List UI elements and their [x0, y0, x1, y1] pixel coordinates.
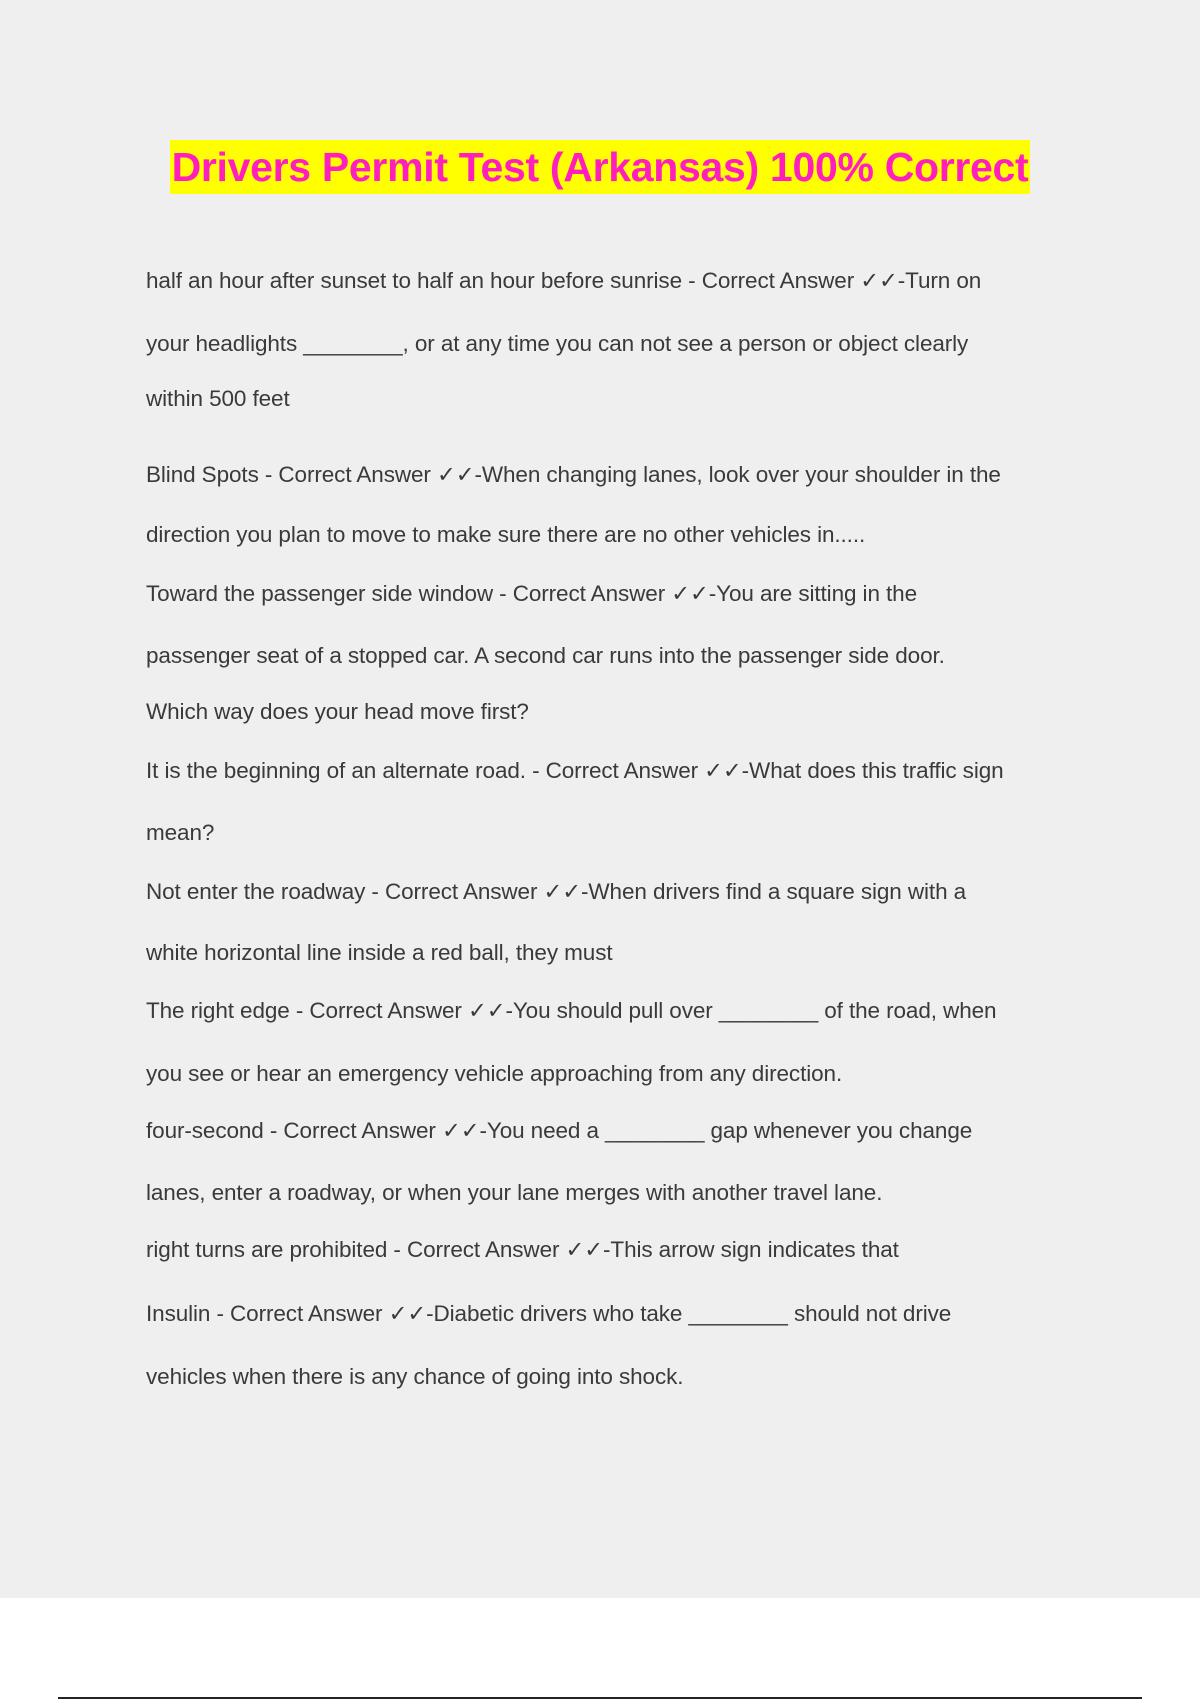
text-line: It is the beginning of an alternate road. - Correct Answer ✓✓-What does this traffic sign [146, 758, 1004, 783]
document-title: Drivers Permit Test (Arkansas) 100% Correct [170, 140, 1031, 194]
text-line: Toward the passenger side window - Correct Answer ✓✓-You are sitting in the [146, 581, 918, 606]
text-line: direction you plan to move to make sure there are no other vehicles in..... [146, 522, 866, 547]
text-line: within 500 feet [146, 386, 290, 411]
text-line: you see or hear an emergency vehicle approaching from any direction. [146, 1061, 843, 1086]
text-line: The right edge - Correct Answer ✓✓-You should pull over ________ of the road, when [146, 998, 997, 1023]
text-line: Blind Spots - Correct Answer ✓✓-When changing lanes, look over your shoulder in the [146, 462, 1001, 487]
text-line: Not enter the roadway - Correct Answer ✓✓-When drivers find a square sign with a [146, 879, 967, 904]
text-line: mean? [146, 820, 215, 845]
text-line: four-second - Correct Answer ✓✓-You need a ________ gap whenever you change [146, 1118, 973, 1143]
text-line: Which way does your head move first? [146, 699, 529, 724]
text-line: your headlights ________, or at any time you can not see a person or object clearly [146, 331, 969, 356]
text-line: passenger seat of a stopped car. A second car runs into the passenger side door. [146, 643, 945, 668]
text-line: lanes, enter a roadway, or when your lane merges with another travel lane. [146, 1180, 883, 1205]
title-container [0, 140, 1200, 194]
text-line: half an hour after sunset to half an hour before sunrise - Correct Answer ✓✓-Turn on [146, 268, 982, 293]
text-line: right turns are prohibited - Correct Answer ✓✓-This arrow sign indicates that [146, 1237, 899, 1262]
text-line: Insulin - Correct Answer ✓✓-Diabetic drivers who take ________ should not drive [146, 1301, 952, 1326]
footer-divider [58, 1697, 1142, 1699]
text-line: white horizontal line inside a red ball, they must [146, 940, 613, 965]
text-line: vehicles when there is any chance of going into shock. [146, 1364, 684, 1389]
